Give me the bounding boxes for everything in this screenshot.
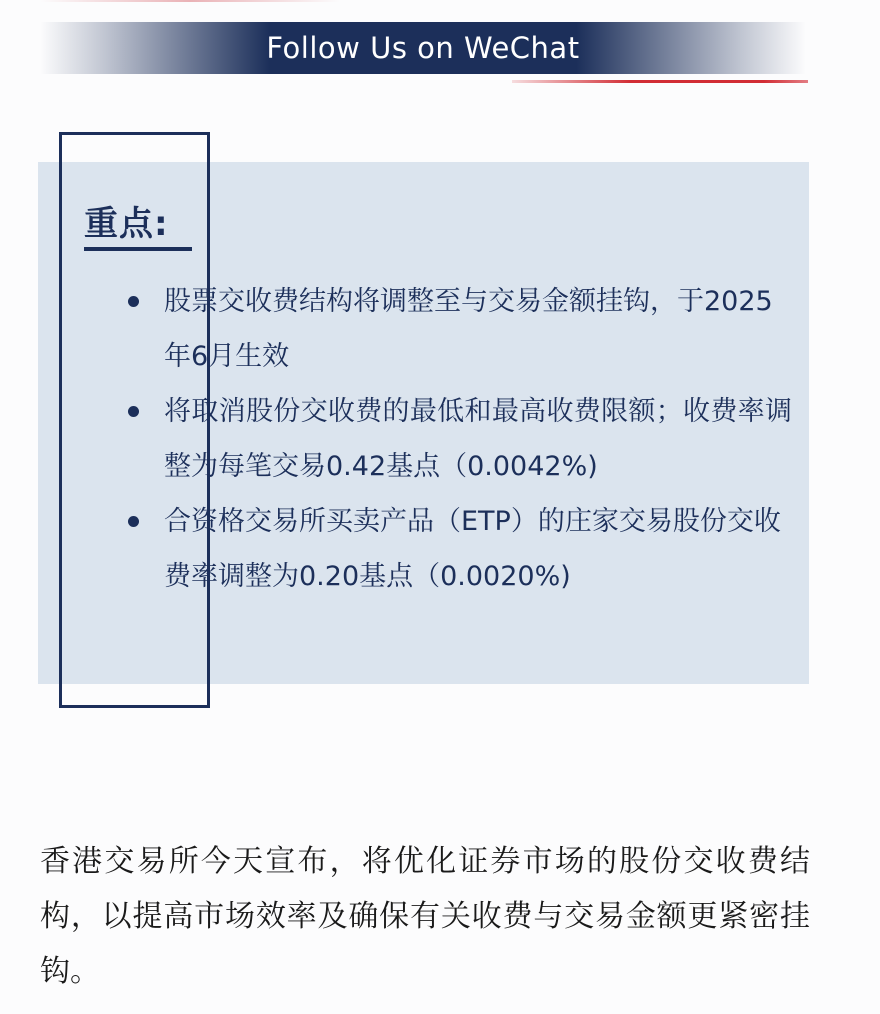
announcement-paragraph: 香港交易所今天宣布，将优化证券市场的股份交收费结构，以提高市场效率及确保有关收费与交易金额更紧密挂钩。 bbox=[40, 844, 810, 989]
bullet-icon bbox=[128, 296, 139, 307]
heading-underline bbox=[84, 247, 192, 251]
list-item bbox=[164, 274, 792, 384]
list-item-text: 合资格交易所买卖产品（ETP）的庄家交易股份交收费率调整为0.20基点（0.0020%) bbox=[164, 506, 781, 592]
list-item bbox=[164, 384, 792, 494]
top-divider-line bbox=[40, 0, 340, 2]
list-item-text: 股票交收费结构将调整至与交易金额挂钩，于2025年6月生效 bbox=[164, 286, 773, 372]
list-item-text: 将取消股份交收费的最低和最高收费限额；收费率调整为每笔交易0.42基点（0.0042%) bbox=[164, 396, 792, 482]
bullet-icon bbox=[128, 516, 139, 527]
banner-title: Follow Us on WeChat bbox=[266, 31, 580, 65]
list-item bbox=[164, 494, 792, 604]
highlights-heading: 重点: bbox=[84, 204, 169, 244]
highlights-list bbox=[164, 274, 792, 604]
banner-accent-line bbox=[512, 80, 808, 83]
bullet-icon bbox=[128, 406, 139, 417]
wechat-banner[interactable] bbox=[40, 22, 806, 74]
